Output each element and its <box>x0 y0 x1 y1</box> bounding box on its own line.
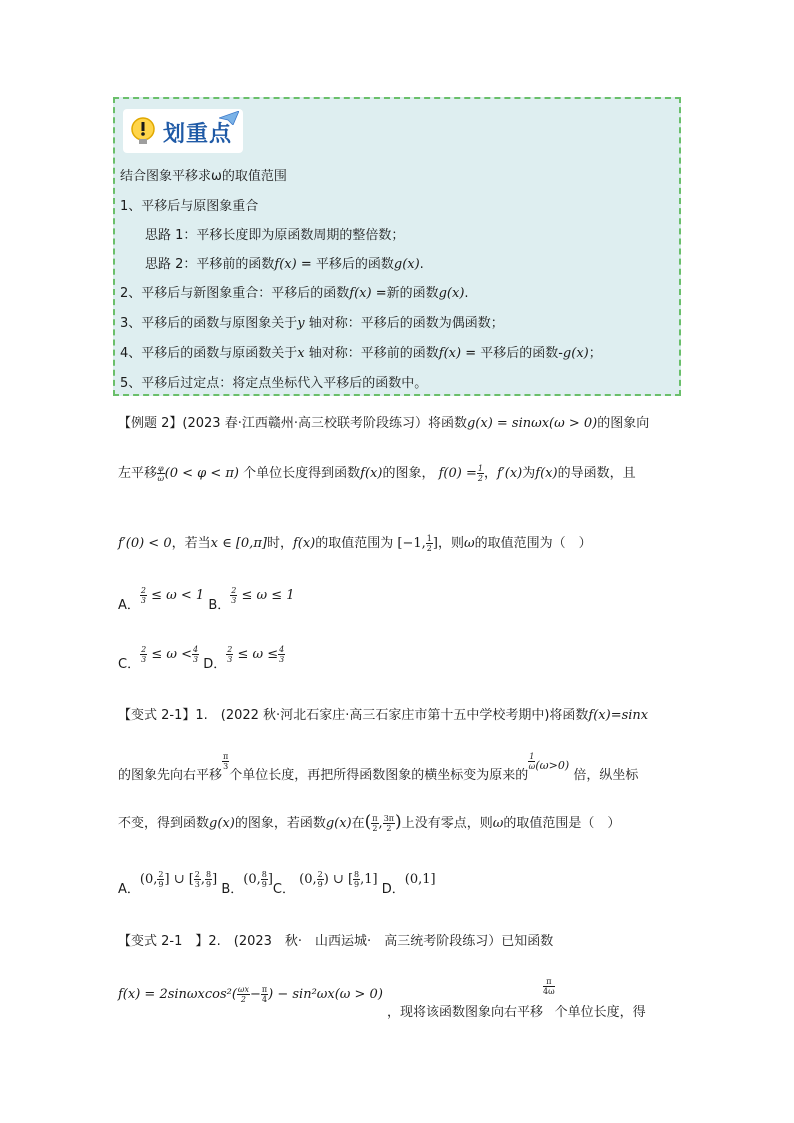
denominator: 2 <box>477 474 483 483</box>
numerator: 3π <box>383 814 395 823</box>
numerator: 1 <box>426 534 432 543</box>
math: f(x) <box>438 346 462 361</box>
denominator: 2 <box>240 995 246 1004</box>
numerator: 1 <box>529 752 535 761</box>
text: 【变式 2-1 】2. (2023 秋· 山西运城· 高三统考阶段练习）已知函数 <box>118 934 554 949</box>
fraction <box>426 534 433 553</box>
denominator: 3 <box>279 655 285 664</box>
fraction <box>140 645 147 664</box>
math: , <box>200 872 206 887</box>
denominator: ω <box>157 474 165 483</box>
math: (0 < φ < π) <box>164 466 240 481</box>
numerator: 4 <box>192 645 199 654</box>
math: ) ∪ [ <box>323 872 354 887</box>
text: ，则 <box>437 536 464 551</box>
keypoint-heading: 结合图象平移求ω的取值范围 <box>120 169 287 184</box>
variant22-line-1 <box>118 930 553 949</box>
keypoint-badge <box>123 109 243 153</box>
math: ) − sin²ωx(ω > 0) <box>268 987 383 1002</box>
math: ω <box>463 536 475 551</box>
text: 思路 2：平移前的函数 <box>145 257 275 272</box>
math: f(x) <box>292 536 316 551</box>
text: 的图象， <box>382 466 435 481</box>
math: f(x) = 2sinωxcos²( <box>118 987 237 1002</box>
math: ) <box>395 812 402 832</box>
text: = 平移后的函数- <box>461 346 563 361</box>
denominator: 3 <box>227 655 233 664</box>
math: (0, <box>299 872 317 887</box>
denominator: 3 <box>192 655 199 664</box>
math: ] <box>432 536 438 551</box>
numerator: π <box>543 977 555 987</box>
text: ； <box>588 346 602 361</box>
math: f(x) <box>349 286 372 301</box>
text: 个单位长度，得 <box>554 1005 646 1020</box>
option-b-label[interactable]: B． <box>221 882 244 897</box>
text: 4、平移后的函数与原函数关于 <box>120 346 298 361</box>
text: 轴对称：平移前的函数 <box>304 346 439 361</box>
numerator: 2 <box>194 870 200 879</box>
option-d-label[interactable]: D． <box>203 657 227 672</box>
math: g(x) <box>209 816 235 831</box>
fraction <box>383 814 395 833</box>
keypoint-line-7: 5、平移后过定点：将定点坐标代入平移后的函数中。 <box>120 376 428 391</box>
math: (0, <box>139 872 158 887</box>
numerator: 8 <box>206 870 212 879</box>
math: x ∈ [0,π] <box>210 536 267 551</box>
text: 个单位长度得到函数 <box>243 466 361 481</box>
fraction <box>140 586 147 605</box>
math: f(x) <box>535 466 558 481</box>
numerator: π <box>223 752 229 761</box>
keypoint-line-4 <box>120 282 469 301</box>
text: 的导函数，且 <box>557 466 636 481</box>
example2-line-1 <box>118 412 649 431</box>
denominator: 9 <box>261 880 267 889</box>
keypoint-line-5 <box>120 312 504 331</box>
text: 的图象向 <box>597 416 650 431</box>
denominator: 9 <box>317 880 323 889</box>
keypoint-line-2: 思路 1：平移长度即为原函数周期的整倍数； <box>145 228 405 243</box>
option-c-text: ≤ ω < <box>151 647 192 662</box>
math: g(x) <box>393 257 420 272</box>
fraction <box>543 977 555 996</box>
math: f(x) <box>360 466 383 481</box>
numerator: 2 <box>231 586 237 595</box>
math: ] <box>212 872 218 887</box>
math: ] ∪ [ <box>164 872 194 887</box>
text: = 平移后的函数 <box>296 257 394 272</box>
fraction <box>261 870 268 889</box>
denominator: 2 <box>386 824 392 833</box>
text: ，若当 <box>171 536 211 551</box>
denominator: 3 <box>223 762 229 771</box>
text: 左平移 <box>118 466 158 481</box>
fraction <box>317 870 324 889</box>
numerator: ωx <box>237 985 249 994</box>
keypoint-box <box>113 97 681 396</box>
math: ] <box>267 872 273 887</box>
badge-title: 划重点 <box>163 122 233 147</box>
numerator: 8 <box>261 870 267 879</box>
numerator: 2 <box>140 586 146 595</box>
numerator: 2 <box>158 870 164 879</box>
fraction <box>371 814 378 833</box>
text: 个单位长度，再把所得函数图象的横坐标变为原来的 <box>229 768 529 783</box>
text: 在 <box>351 816 365 831</box>
math: ,1] <box>360 872 378 887</box>
math: f(x) <box>274 257 297 272</box>
text: 时， <box>266 536 293 551</box>
numerator: 2 <box>227 645 233 654</box>
math: [−1, <box>397 536 426 551</box>
text: ， <box>483 466 497 481</box>
math: f(0) = <box>438 466 477 481</box>
option-a-text: ≤ ω < 1 <box>151 588 205 603</box>
denominator: 9 <box>206 880 212 889</box>
text: 不变，得到函数 <box>118 816 210 831</box>
variant22-line-2 <box>118 977 646 1020</box>
math: y <box>297 316 305 331</box>
example2-line-3 <box>118 532 592 553</box>
math: f′(0) < 0 <box>118 536 172 551</box>
text: . <box>419 257 424 272</box>
denominator: 3 <box>231 596 237 605</box>
fraction <box>194 870 201 889</box>
math: , <box>378 816 383 831</box>
denominator: 9 <box>354 880 360 889</box>
option-d-text: ≤ ω ≤ <box>237 647 279 662</box>
numerator: π <box>261 985 268 994</box>
fraction <box>237 985 250 1004</box>
text: 3、平移后的函数与原图象关于 <box>120 316 298 331</box>
numerator: 1 <box>477 464 483 473</box>
keypoint-line-6 <box>120 342 602 361</box>
text: . <box>464 286 469 301</box>
paper-plane-icon <box>219 111 239 125</box>
math: f′(x) <box>497 466 523 481</box>
math: g(x) <box>562 346 589 361</box>
text: ，现将该函数图象向右平移 <box>387 1005 544 1020</box>
math: g(x) <box>438 286 465 301</box>
denominator: 4 <box>261 995 268 1004</box>
keypoint-line-1: 1、平移后与原图象重合 <box>120 199 259 214</box>
numerator: π <box>372 814 378 823</box>
numerator: 2 <box>317 870 323 879</box>
math: f(x)=sinx <box>588 708 649 723</box>
denominator: 3 <box>141 655 147 664</box>
math: ( <box>364 812 372 832</box>
text: 的取值范围是（ ） <box>503 816 621 831</box>
text: 的图象先向右平移 <box>118 768 223 783</box>
denominator: 3 <box>194 880 200 889</box>
math: g(x) <box>325 816 352 831</box>
denominator: 4ω <box>543 987 555 996</box>
text: 轴对称：平移后的函数为偶函数； <box>304 316 504 331</box>
option-b-label[interactable]: B． <box>208 598 231 613</box>
numerator: 4 <box>279 645 285 654</box>
text: 的取值范围为（ ） <box>474 536 592 551</box>
fraction <box>226 645 233 664</box>
math: (ω>0) <box>535 759 570 772</box>
variant21-line-2 <box>118 752 638 783</box>
text: 的图象，若函数 <box>234 816 326 831</box>
variant21-line-1 <box>118 704 648 723</box>
example2-options-ab <box>118 586 295 613</box>
denominator: 9 <box>158 880 164 889</box>
math: (0, <box>243 872 261 887</box>
denominator: ω <box>528 762 536 771</box>
option-d-label[interactable]: D． <box>381 882 405 897</box>
fraction <box>157 464 165 483</box>
lightbulb-icon <box>129 117 157 145</box>
fraction <box>477 464 484 483</box>
variant21-line-3 <box>118 812 620 833</box>
fraction <box>230 586 237 605</box>
math: x <box>297 346 305 361</box>
option-a-label[interactable]: A． <box>118 598 140 613</box>
numerator: 2 <box>141 645 147 654</box>
denominator: 3 <box>140 596 146 605</box>
keypoint-line-3 <box>145 253 424 272</box>
text: 为 <box>522 466 536 481</box>
text: 【变式 2-1】1. (2022 秋·河北石家庄·高三石家庄市第十五中学校考期中)将函数 <box>118 708 589 723</box>
math: ω <box>492 816 504 831</box>
fraction <box>192 645 199 664</box>
denominator: 2 <box>426 544 432 553</box>
option-c-label[interactable]: C． <box>272 882 295 897</box>
text: 【例题 2】(2023 春·江西赣州·高三校联考阶段练习）将函数 <box>118 416 467 431</box>
example2-line-2 <box>118 462 636 483</box>
text: 倍，纵坐标 <box>573 768 639 783</box>
text: 的取值范围为 <box>315 536 394 551</box>
fraction <box>278 645 285 664</box>
option-c-label[interactable]: C． <box>118 657 141 672</box>
denominator: 2 <box>372 824 378 833</box>
text: =新的函数 <box>371 286 439 301</box>
option-b-text: ≤ ω ≤ 1 <box>241 588 295 603</box>
numerator: φ <box>158 464 164 473</box>
numerator: 8 <box>354 870 360 879</box>
text: 上没有零点，则 <box>401 816 493 831</box>
math: (0,1] <box>404 872 436 887</box>
math: g(x) = sinωx(ω > 0) <box>466 416 598 431</box>
variant21-options <box>118 870 436 897</box>
text: 2、平移后与新图象重合：平移后的函数 <box>120 286 350 301</box>
math: − <box>249 987 261 1002</box>
example2-options-cd <box>118 645 285 672</box>
option-a-label[interactable]: A． <box>118 882 140 897</box>
